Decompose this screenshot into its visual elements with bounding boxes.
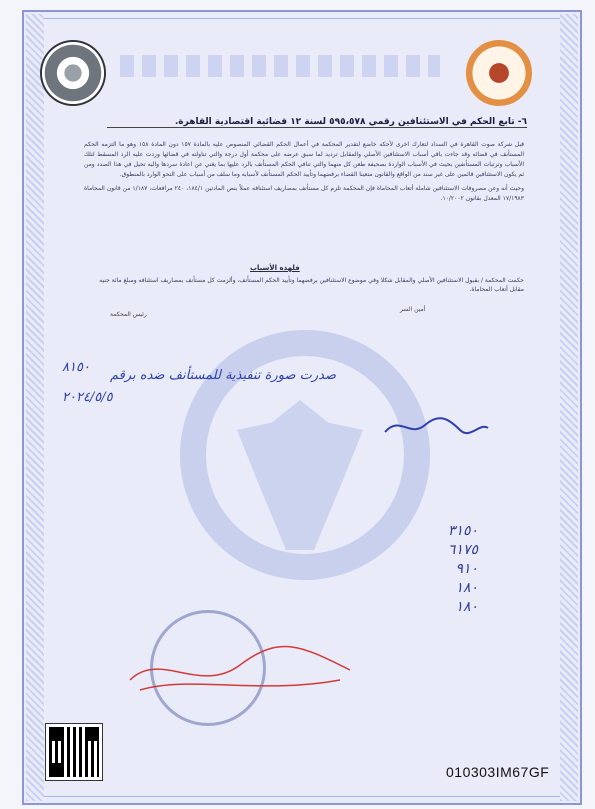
fees-list xyxy=(378,522,478,617)
fee-item: ٣١٥٠ xyxy=(447,523,478,539)
judgment-body xyxy=(84,140,524,208)
body-paragraph-2: وحيث أنه وعن مصروفات الاستئنافين شاملة أتعاب المحاماة فإن المحكمة تلزم كل مستأنف بمصاريف استئنافه عملاً بنص المادتين ١٨٤/١، ٢٤٠ مرافعات، ١/١٨٧ من قانون المحاماة ١٧/١٩٨٣ المعدل بقانون ١٠/٢٠٠٢. xyxy=(84,185,524,202)
decorative-banner xyxy=(120,55,440,77)
left-guilloche xyxy=(26,14,44,801)
judge-signature-label: رئيس المحكمة xyxy=(110,311,147,318)
right-guilloche xyxy=(560,14,578,801)
fee-item: ١٨٠ xyxy=(455,580,478,596)
ministry-of-justice-logo xyxy=(466,40,532,106)
fee-item: ١٨٠ xyxy=(455,599,478,615)
handwritten-number: ٨١٥٠ xyxy=(62,360,90,375)
ruling-text: حكمت المحكمة / بقبول الاستئنافين الأصلي والمقابل شكلا وفي موضوع الاستئنافين برفضهما وتأييد الحكم المستأنف، وألزمت كل مستأنف بمصاريف استئنافه ومبلغ مائة جنيه مقابل أتعاب المحاماة. xyxy=(99,277,524,293)
handwritten-note: صدرت صورة تنفيذية للمستأنف ضده برقم xyxy=(110,368,337,383)
document-heading: ٦- تابع الحكم في الاستئنافين رقمي ٥٩٥،٥٧٨ لسنة ١٢ قضائية اقتصادية القاهرة. xyxy=(107,117,527,128)
fee-item: ٩١٠ xyxy=(455,561,478,577)
handwritten-date: ٢٠٢٤/٥/٥ xyxy=(62,390,113,405)
handwritten-signature xyxy=(380,410,490,440)
court-seal-logo xyxy=(40,40,106,106)
body-paragraph-1: قبل شركة صوت القاهرة في السداد لتعارك اخرى لأحكه خاضع لتقدير المحكمة في أعمال الحكم القضائي المنصوص عليه بالمادة ١٥٧ دون المادة ١٥٨ وهو ما التزمه الحكم المستأنف في قضائه وقد جاءت باقي أسباب الاستئنافين الأصلي والمقابل ترديد لما سبق عرضه على محكمة أول درجة والتي تناولته في قضائها وردت عليه الرد المسقط لتلك الأسباب وترتبات المستأنفين بحيث في الأسباب الواردة بصحيفة طعن كل منهما والتي تنافي الحكم المستأنف بالرد عليها بما يغني عن اعادة سردها واليه تحيل في هذا الصدد ومن ثم يكون الاستئنافين قائمين على غير سند من الواقع والقانون متعينا القضاء برفضهما وتأييد الحكم المستأنف لأسبابه وما سلف من أسباب على النحو الوارد بالمنطوق. xyxy=(84,141,524,178)
reasons-title: فلهذه الأسباب xyxy=(250,264,300,272)
qr-code xyxy=(46,724,102,780)
red-signature xyxy=(120,640,360,700)
document-code: 010303IM67GF xyxy=(446,764,550,780)
clerk-signature-label: أمين السر xyxy=(400,306,426,313)
fee-item: ٦١٧٥ xyxy=(447,542,478,558)
